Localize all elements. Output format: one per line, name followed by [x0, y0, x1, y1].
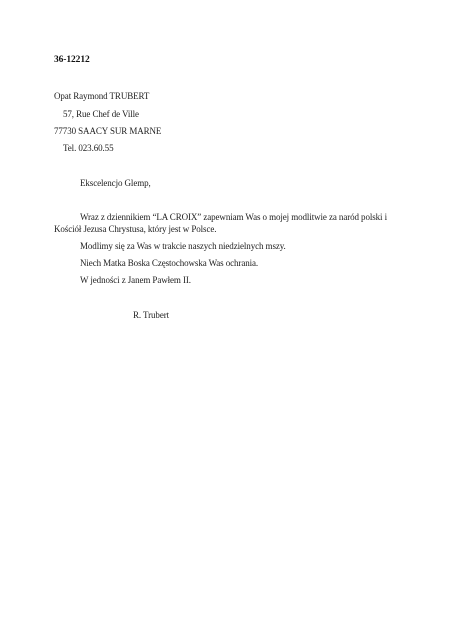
sender-city: 77730 SAACY SUR MARNE: [54, 126, 162, 136]
sender-street: 57, Rue Chef de Ville: [63, 109, 139, 119]
body-paragraph-1-line-2: Kościół Jezusa Chrystusa, który jest w Polsce.: [54, 224, 217, 234]
body-paragraph-3: Niech Matka Boska Częstochowska Was ochrania.: [80, 258, 259, 268]
sender-phone: Tel. 023.60.55: [63, 143, 114, 153]
sender-name: Opat Raymond TRUBERT: [54, 91, 150, 101]
body-paragraph-2: Modlimy się za Was w trakcie naszych niedzielnych mszy.: [80, 241, 286, 251]
document-number: 36-12212: [54, 55, 90, 65]
body-paragraph-4: W jedności z Janem Pawłem II.: [80, 275, 191, 285]
signature: R. Trubert: [133, 310, 170, 320]
body-paragraph-1-line-1: Wraz z dziennikiem “LA CROIX” zapewniam Was o mojej modlitwie za naród polski i: [80, 212, 388, 222]
salutation: Ekscelencjo Glemp,: [80, 178, 151, 188]
